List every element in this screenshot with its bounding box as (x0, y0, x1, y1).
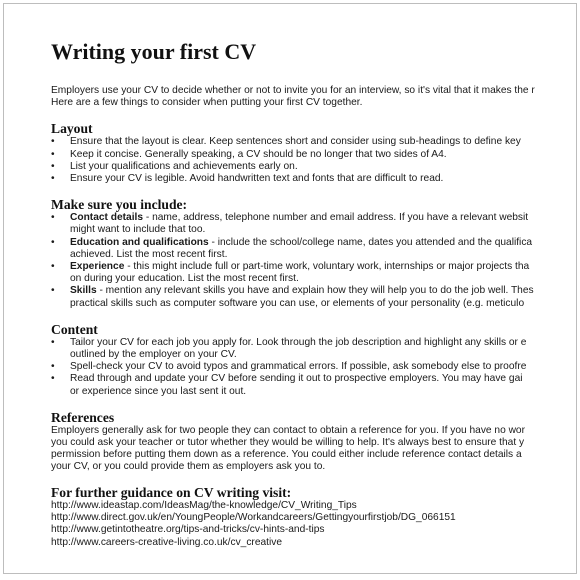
include-heading: Make sure you include: (51, 197, 188, 213)
references-line: you could ask your teacher or tutor whether they would be willing to help. It's always best to ensure that y (51, 437, 525, 449)
list-item: • List your qualifications and achievements early on. (51, 160, 298, 172)
bullet-icon: • (51, 212, 55, 224)
list-item: • Read through and update your CV before sending it out to prospective employers. You may have gai or experience since you last sent it out. (51, 373, 523, 397)
layout-list (51, 136, 577, 185)
list-item: • Skills - mention any relevant skills you have and explain how they will help you to do the job well. Thes practical skills such as computer software you can use, or elements of your personality (e.g. meticulo (51, 285, 534, 309)
include-list (51, 212, 577, 310)
layout-section (51, 121, 577, 185)
intro-line: Employers use your CV to decide whether or not to invite you for an interview, so it's vital that it makes the r (51, 85, 535, 96)
intro-paragraph (51, 85, 577, 109)
bullet-icon: • (51, 236, 55, 248)
list-item: • Ensure that the layout is clear. Keep sentences short and consider using sub-headings to define key (51, 136, 521, 148)
references-line: Employers generally ask for two people they can contact to obtain a reference for you. If you have no wor (51, 424, 525, 436)
list-item: • Ensure your CV is legible. Avoid handwritten text and fonts that are difficult to read. (51, 173, 444, 185)
guidance-heading: For further guidance on CV writing visit: (51, 484, 292, 500)
list-item: • Tailor your CV for each job you apply for. Look through the job description and highlight any skills or e outlined by the employer on your CV. (51, 336, 527, 361)
item-term: Skills (70, 285, 97, 297)
item-term: Education and qualifications (70, 236, 209, 248)
guidance-link[interactable]: http://www.getintotheatre.org/tips-and-tricks/cv-hints-and-tips (51, 524, 325, 536)
list-item: • Education and qualifications - include the school/college name, dates you attended and the qualifica achieved. List the most recent first. (51, 236, 533, 260)
page-title: Writing your first CV (51, 39, 257, 64)
layout-heading: Layout (51, 121, 93, 137)
content-section (51, 322, 577, 398)
list-item: • Experience - this might include full or part-time work, voluntary work, internships or major projects tha on during your education. List the most recent first. (51, 261, 530, 285)
intro-line: Here are a few things to consider when putting your first CV together. (51, 97, 363, 109)
bullet-icon: • (51, 336, 55, 348)
document-content (51, 40, 577, 549)
bullet-icon: • (51, 160, 55, 172)
guidance-link[interactable]: http://www.careers-creative-living.co.uk/cv_creative (51, 536, 282, 548)
guidance-section (51, 485, 577, 550)
item-term: Contact details (70, 212, 144, 224)
bullet-icon: • (51, 361, 55, 373)
bullet-icon: • (51, 285, 55, 297)
guidance-link[interactable]: http://www.ideastap.com/IdeasMag/the-knowledge/CV_Writing_Tips (51, 499, 357, 511)
list-item: • Keep it concise. Generally speaking, a CV should be no longer that two sides of A4. (51, 148, 447, 160)
bullet-icon: • (51, 261, 55, 273)
references-line: your CV, or you could provide them as employers ask you to. (51, 461, 326, 473)
references-line: permission before putting them down as a reference. You could either include reference contact details a (51, 449, 522, 461)
document-page (3, 3, 577, 574)
bullet-icon: • (51, 373, 55, 385)
item-term: Experience (70, 261, 125, 273)
guidance-link[interactable]: http://www.direct.gov.uk/en/YoungPeople/Workandcareers/Gettingyourfirstjob/DG_066151 (51, 512, 456, 524)
references-section (51, 410, 577, 474)
list-item: • Contact details - name, address, telephone number and email address. If you have a relevant websit might want to include that too. (51, 212, 529, 236)
bullet-icon: • (51, 148, 55, 160)
bullet-icon: • (51, 173, 55, 185)
include-section (51, 197, 577, 310)
bullet-icon: • (51, 136, 55, 148)
list-item: • Spell-check your CV to avoid typos and grammatical errors. If possible, ask somebody else to proofre (51, 361, 527, 373)
references-heading: References (51, 409, 115, 425)
content-heading: Content (51, 321, 98, 337)
content-list (51, 337, 577, 398)
